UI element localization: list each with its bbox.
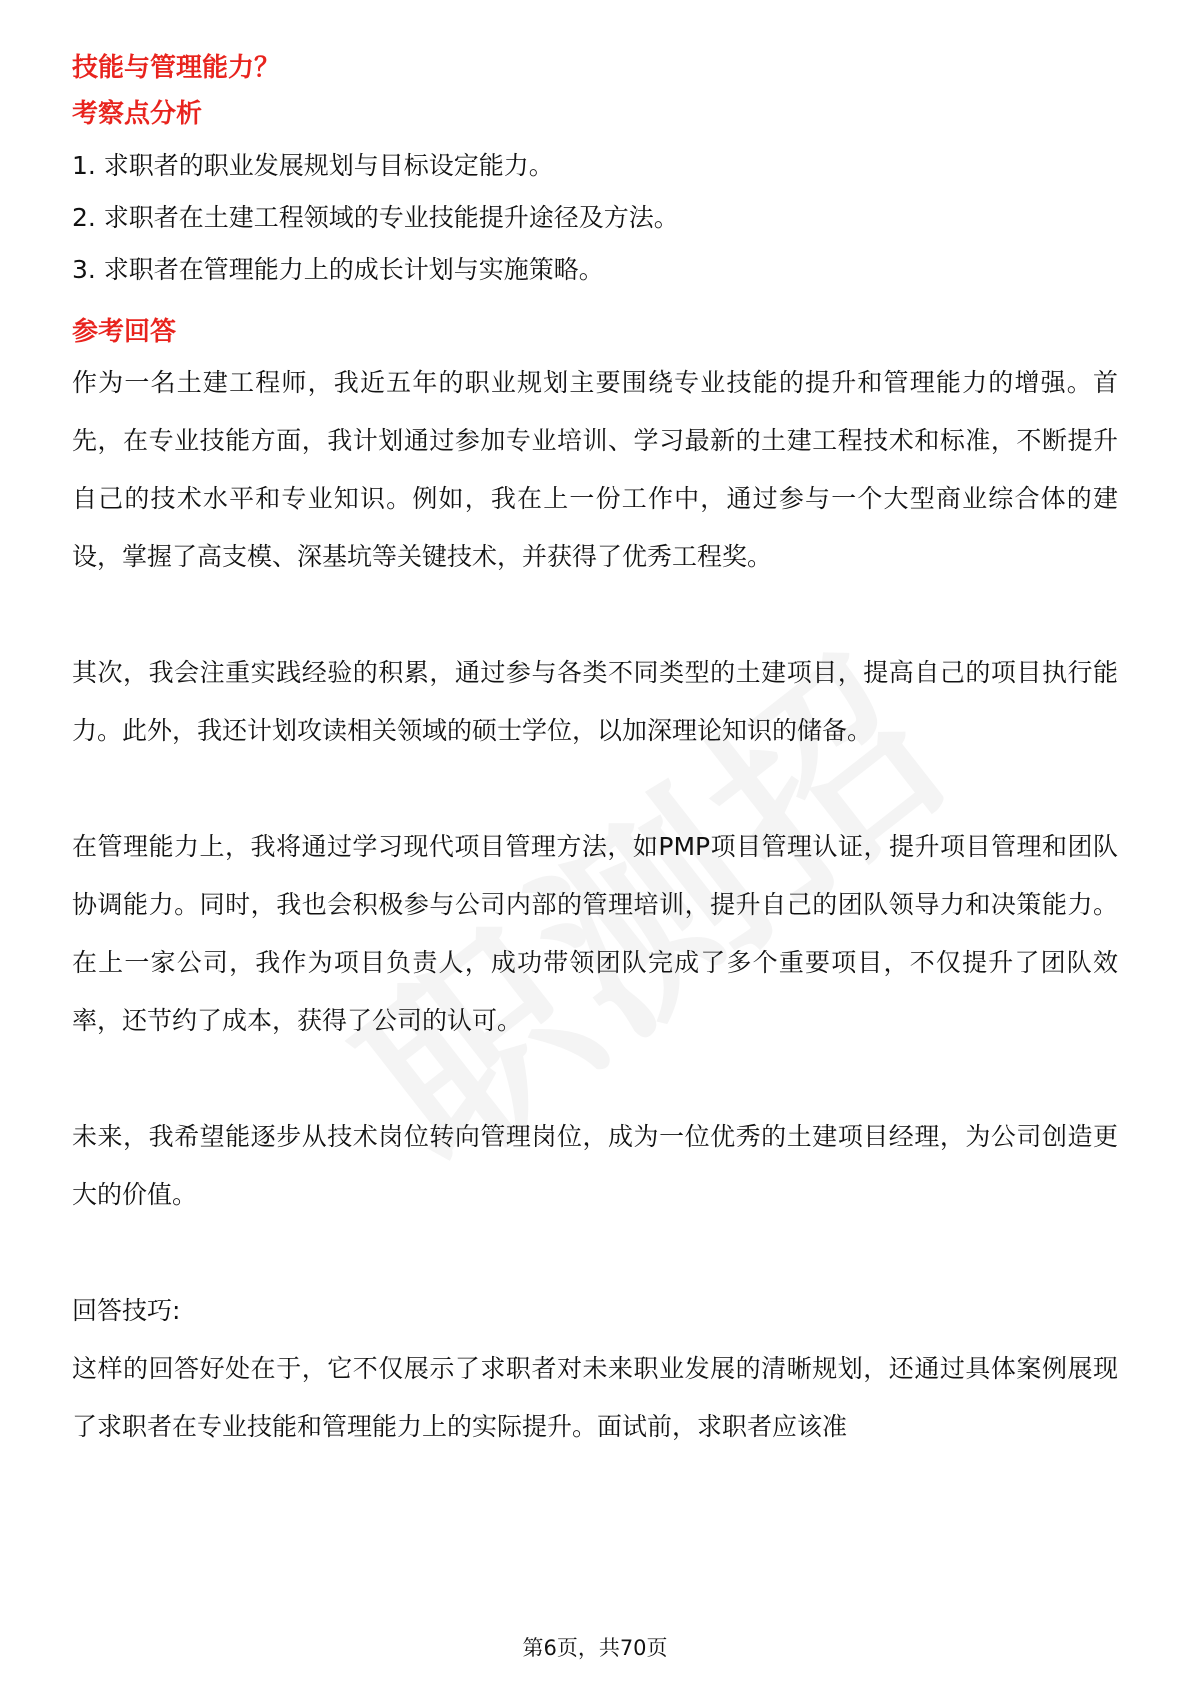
answer-paragraph: 在管理能力上，我将通过学习现代项目管理方法，如PMP项目管理认证，提升项目管理和团队协调能力。同时，我也会积极参与公司内部的管理培训，提升自己的团队领导力和决策能力。在上一家公司，我作为项目负责人，成功带领团队完成了多个重要项目，不仅提升了团队效率，还节约了成本，获得了公司的认可。 <box>72 832 1118 1035</box>
tips-title: 回答技巧: <box>72 1296 181 1325</box>
paragraph-spacer <box>72 760 1118 818</box>
answer-paragraph: 其次，我会注重实践经验的积累，通过参与各类不同类型的土建项目，提高自己的项目执行能力。此外，我还计划攻读相关领域的硕士学位，以加深理论知识的储备。 <box>72 658 1118 745</box>
page-number-footer: 第6页，共70页 <box>522 1636 668 1660</box>
analysis-item: 2. 求职者在土建工程领域的专业技能提升途径及方法。 <box>72 203 679 232</box>
paragraph-spacer <box>72 1224 1118 1282</box>
tips-text: 这样的回答好处在于，它不仅展示了求职者对未来职业发展的清晰规划，还通过具体案例展现了求职者在专业技能和管理能力上的实际提升。面试前，求职者应该准 <box>72 1354 1118 1441</box>
analysis-title: 考察点分析 <box>72 99 203 129</box>
answer-section <box>72 312 1118 1282</box>
answer-paragraph: 未来，我希望能逐步从技术岗位转向管理岗位，成为一位优秀的土建项目经理，为公司创造更大的价值。 <box>72 1122 1118 1209</box>
answer-paragraph: 作为一名土建工程师，我近五年的职业规划主要围绕专业技能的提升和管理能力的增强。首先，在专业技能方面，我计划通过参加专业培训、学习最新的土建工程技术和标准，不断提升自己的技术水平和专业知识。例如，我在上一份工作中，通过参与一个大型商业综合体的建设，掌握了高支模、深基坑等关键技术，并获得了优秀工程奖。 <box>72 368 1118 571</box>
analysis-item: 3. 求职者在管理能力上的成长计划与实施策略。 <box>72 255 604 284</box>
analysis-item: 1. 求职者的职业发展规划与目标设定能力。 <box>72 151 554 180</box>
paragraph-spacer <box>72 1050 1118 1108</box>
answer-title: 参考回答 <box>72 317 177 347</box>
page-content <box>72 48 1118 1456</box>
paragraph-spacer <box>72 586 1118 644</box>
continued-question-heading: 技能与管理能力？ <box>72 53 281 83</box>
analysis-section <box>72 94 1118 290</box>
tips-section <box>72 1282 1118 1456</box>
